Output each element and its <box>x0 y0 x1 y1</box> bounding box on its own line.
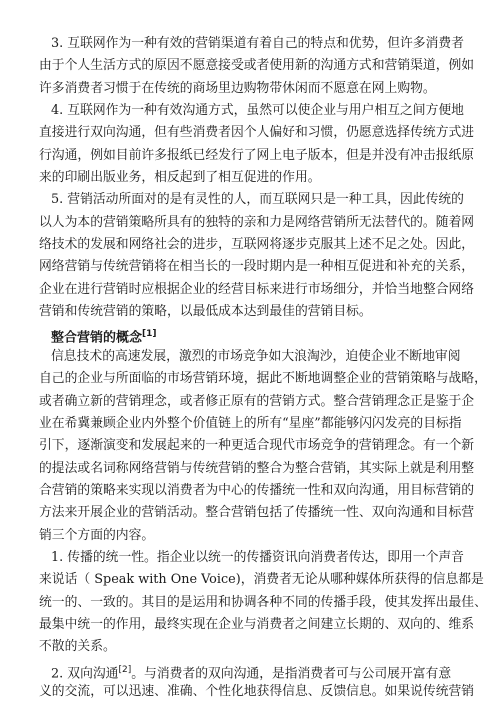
para-point-5-line: 5. 营销活动所面对的是有灵性的人，而互联网只是一种工具，因此传统的 <box>51 192 464 208</box>
para-point-3-line: 由于个人生活方式的原因不愿意接受或者使用新的沟通方式和营销渠道，例如 <box>39 58 475 74</box>
para-point-5-line: 以人为本的营销策略所具有的独特的亲和力是网络营销所无法替代的。随着网 <box>39 214 475 230</box>
intro-line: 自己的企业与所面临的市场营销环境，据此不断地调整企业的营销策略与战略， <box>39 371 487 387</box>
para-point-5-line: 络技术的发展和网络社会的进步，互联网将逐步克服其上述不足之处。因此， <box>39 237 475 253</box>
intro-line: 引下，逐渐演变和发展起来的一种更适合现代市场竞争的营销理念。有一个新 <box>39 438 475 454</box>
para-point-4-line: 直接进行双向沟通，但有些消费者因个人偏好和习惯，仍愿意选择传统方式进 <box>39 125 475 141</box>
point2-text: 2. 双向沟通 <box>51 665 119 681</box>
para-point-5-line: 营销和传统营销的策略，以最低成本达到最佳的营销目标。 <box>39 304 372 320</box>
section-heading <box>51 324 157 348</box>
para-point-4-line: 来的印刷出版业务，相反起到了相互促进的作用。 <box>39 170 321 186</box>
para-point-5-line: 网络营销与传统营销将在相当长的一段时期内是一种相互促进和补充的关系， <box>39 259 475 275</box>
para-point-3-line: 许多消费者习惯于在传统的商场里边购物带休闲而不愿意在网上购物。 <box>39 80 436 96</box>
intro-line: 销三个方面的内容。 <box>39 527 155 543</box>
intro-line: 或者确立新的营销理念，或者修正原有的营销方式。整合营销理念正是鉴于企 <box>39 393 475 409</box>
intro-line: 方法来开展企业的营销活动。整合营销包括了传播统一性、双向沟通和目标营 <box>39 505 475 521</box>
para-point-4-line: 4. 互联网作为一种有效沟通方式，虽然可以使企业与用户相互之间方便地 <box>51 103 464 119</box>
point1-line: 不散的关系。 <box>39 639 116 655</box>
point1-line: 最集中统一的作用，最终实现在企业与消费者之间建立长期的、双向的、维系 <box>39 616 475 632</box>
point2-line: 义的交流，可以迅速、准确、个性化地获得信息、反馈信息。如果说传统营销 <box>39 684 475 699</box>
para-point-5-line: 企业在进行营销时应根据企业的经营目标来进行市场细分，并恰当地整合网络 <box>39 281 475 297</box>
point2-text: 。与消费者的双向沟通，是指消费者可与公司展开富有意 <box>131 665 452 681</box>
point2-line <box>51 660 451 684</box>
section-heading-text: 整合营销的概念 <box>51 330 143 346</box>
point1-line: 来说话（ Speak with One Voice)，消费者无论从哪种媒体所获得的信息都是 <box>39 572 484 588</box>
intro-line: 信息技术的高速发展，激烈的市场竞争如大浪淘沙，迫使企业不断地审阅 <box>51 348 461 364</box>
intro-line: 业在希冀兼顾企业内外整个价值链上的所有“星座”都能够闪闪发亮的目标指 <box>39 415 462 431</box>
point1-line: 统一的、一致的。其目的是运用和协调各种不同的传播手段，使其发挥出最佳、 <box>39 594 487 610</box>
para-point-4-line: 行沟通，例如目前许多报纸已经发行了网上电子版本，但是并没有冲击报纸原 <box>39 147 475 163</box>
citation-ref: [2] <box>118 664 132 675</box>
intro-line: 的提法或名词称网络营销与传统营销的整合为整合营销，其实际上就是利用整 <box>39 460 475 476</box>
citation-ref: [1] <box>142 329 157 340</box>
point1-line: 1. 传播的统一性。指企业以统一的传播资讯向消费者传达，即用一个声音 <box>51 549 464 565</box>
para-point-3-line: 3. 互联网作为一种有效的营销渠道有着自己的特点和优势，但许多消费者 <box>51 36 464 51</box>
intro-line: 合营销的策略来实现以消费者为中心的传播统一性和双向沟通，用目标营销的 <box>39 482 475 498</box>
